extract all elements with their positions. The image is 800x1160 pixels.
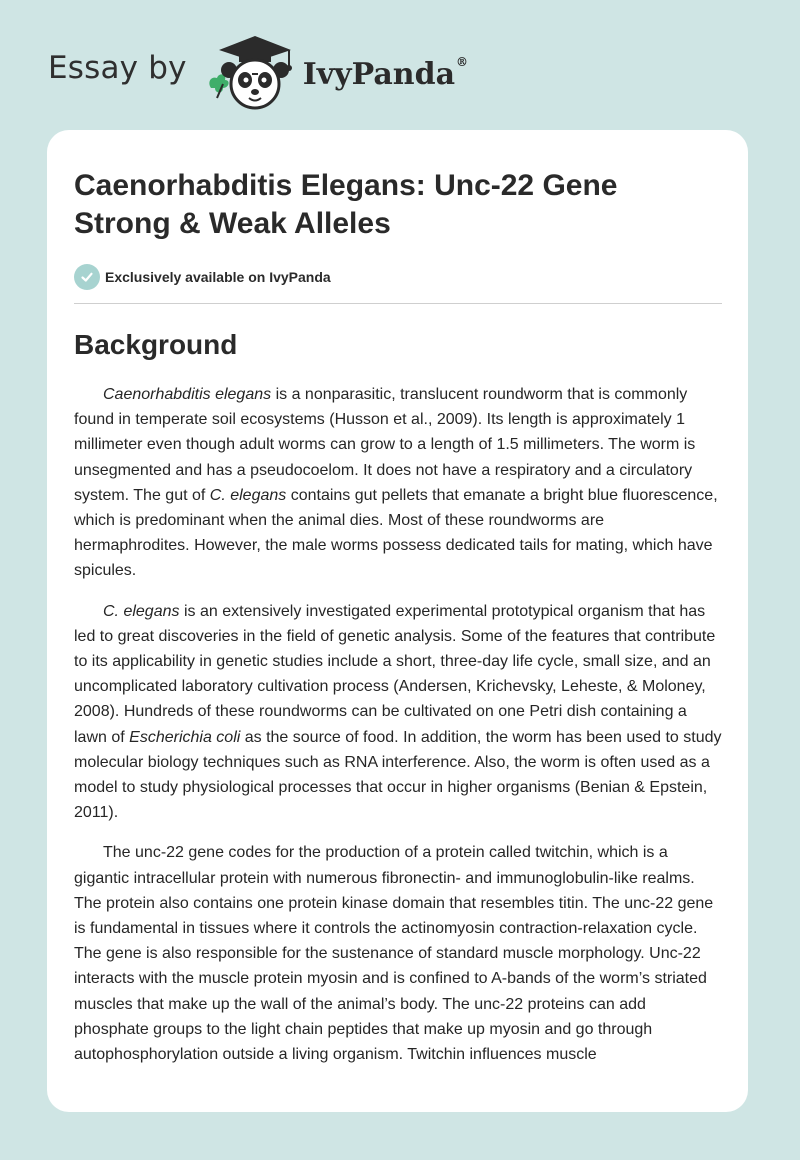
- divider: [74, 303, 722, 304]
- paragraph-1: [74, 382, 722, 584]
- paragraph-3: [74, 840, 722, 1067]
- panda-graduate-icon[interactable]: [205, 32, 299, 112]
- paragraph-text: is an extensively investigated experimental prototypical organism that has led to great discoveries in the field of genetic analysis. Some of the features that contribute to its applicability in genetic studies include a short, three-day life cycle, small size, and an uncomplicated laboratory cultivation process (Andersen, Krichevsky, Leheste, & Moloney, 2008). Hundreds of these roundworms can be cultivated on one Petri dish containing a lawn of: [74, 602, 716, 746]
- checkmark-icon: [74, 264, 100, 290]
- article-card: [47, 130, 748, 1112]
- site-header: [48, 32, 468, 112]
- section-heading: Background: [74, 329, 238, 360]
- italic-term: C. elegans: [103, 602, 180, 620]
- italic-term: C. elegans: [209, 486, 287, 504]
- brand-name-text: IvyPanda: [302, 56, 456, 92]
- page-title: Caenorhabditis Elegans: Unc-22 Gene Strong & Weak Alleles: [74, 169, 618, 240]
- paragraph-text: as the source of food. In addition, the worm has been used to study molecular biology techniques such as RNA interference. Also, the worm is often used as a model to study physiological processes that occur in higher organisms (Benian & Epstein, 2011).: [74, 728, 722, 822]
- italic-term: Escherichia coli: [129, 728, 241, 746]
- paragraph-text: The unc-22 gene codes for the production of a protein called twitchin, which is a gigantic intracellular protein with numerous fibronectin- and immunoglobulin-like realms. The protein also contains one protein kinase domain that resembles titin. The unc-22 gene is fundamental in tissues where it controls the actinomyosin contraction-relaxation cycle. The gene is also responsible for the sustenance of standard muscle morphology. Unc-22 interacts with the muscle protein myosin and is confined to A-bands of the worm’s striated muscles that make up the wall of the animal’s body. The unc-22 proteins can add phosphate groups to the light chain peptides that make up myosin and go through autophosphorylation outside a living organism. Twitchin influences muscle: [74, 844, 714, 1064]
- paragraph-text: contains gut pellets that emanate a bright blue fluorescence, which is predominant when the animal dies. Most of these roundworms are hermaphrodites. However, the male worms possess dedicated tails for mating, which have spicules.: [74, 486, 718, 580]
- registered-mark: ®: [456, 54, 469, 69]
- brand-prefix: Essay by: [48, 50, 187, 86]
- badge-label: Exclusively available on IvyPanda: [105, 269, 331, 285]
- paragraph-2: [74, 599, 722, 826]
- brand-name[interactable]: [302, 54, 469, 92]
- paragraph-text: is a nonparasitic, translucent roundworm that is commonly found in temperate soil ecosystems (Husson et al., 2009). Its length is approximately 1 millimeter even though adult worms can grow to a length of 1.5 millimeters. The worm is unsegmented and has a pseudocoelom. It does not have a respiratory and a circulatory system. The gut of: [74, 386, 696, 504]
- italic-term: Caenorhabditis elegans: [103, 386, 272, 403]
- exclusive-badge: [74, 264, 721, 290]
